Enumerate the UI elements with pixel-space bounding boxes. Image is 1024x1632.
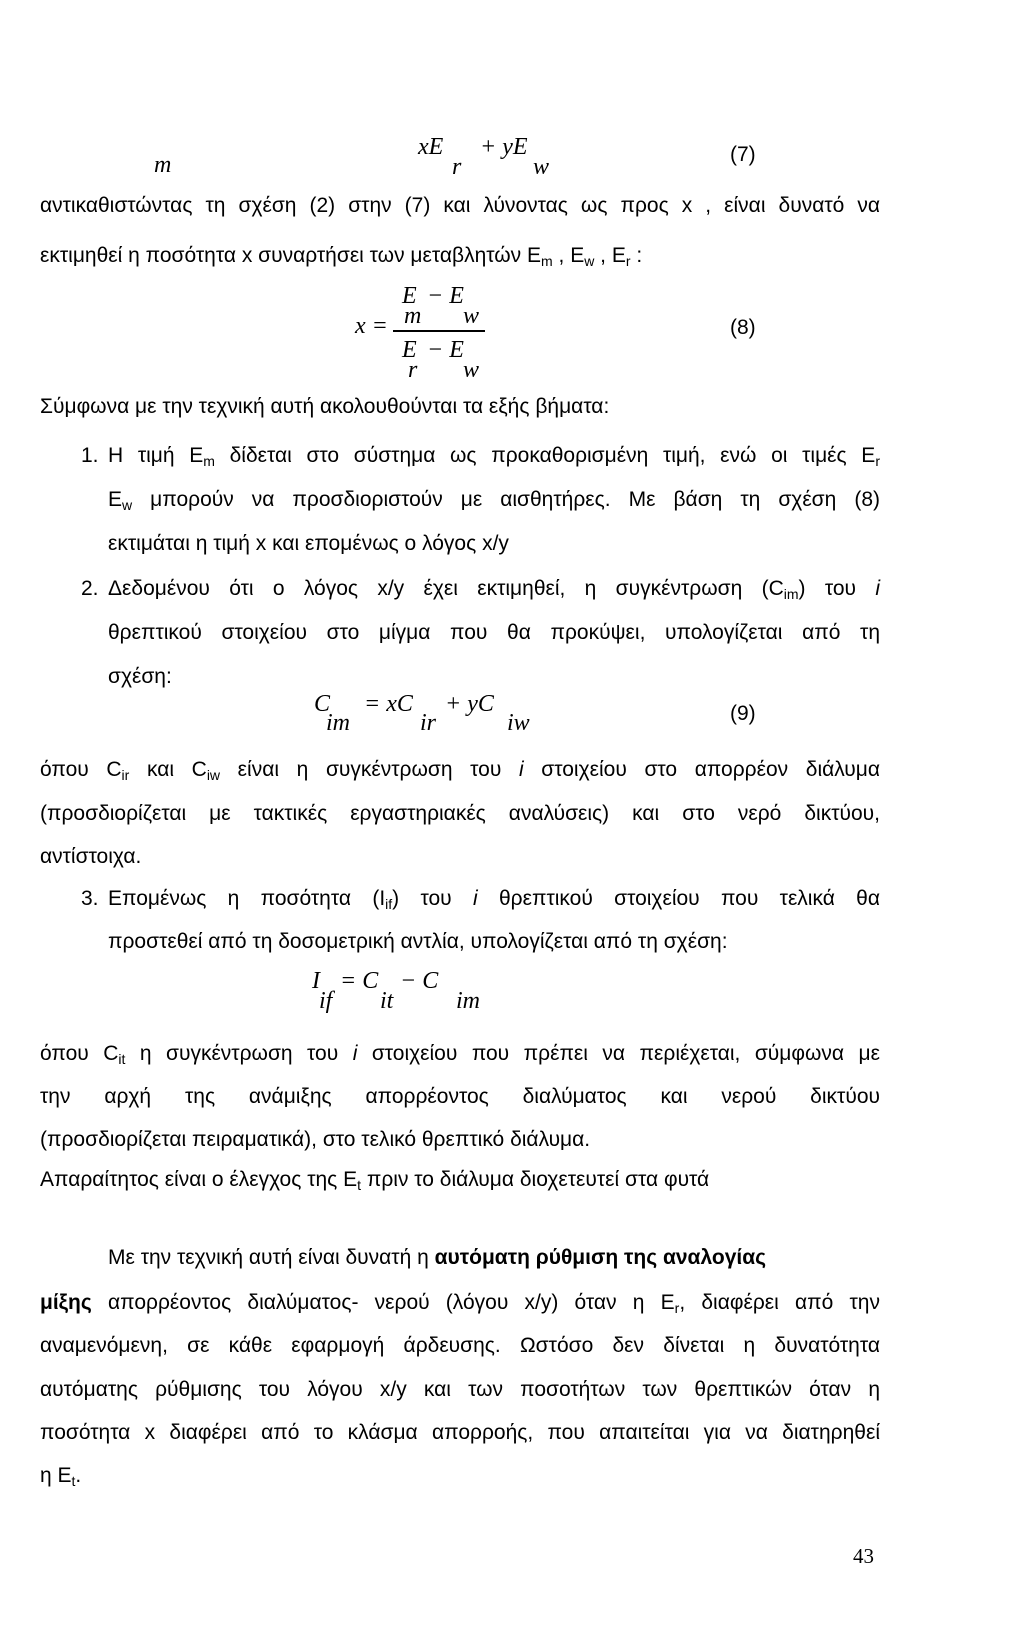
item-2-line-1: Δεδομένου ότι ο λόγος x/y έχει εκτιμηθεί, η συγκέντρωση $(C_{im})$ του i bbox=[108, 577, 880, 602]
eq8-fraction-bar bbox=[393, 330, 485, 332]
paragraph-4-line-2: την αρχή της ανάμιξης απορρέοντος διαλύματος και νερού δικτύου bbox=[40, 1085, 880, 1108]
paragraph-1-line-2: εκτιμηθεί η ποσότητα x συναρτήσει των μεταβλητών $E_m$ , $E_w$ , $E_r$ : bbox=[40, 244, 643, 269]
eq9-yC: + yC bbox=[445, 691, 494, 717]
item-1-line-1: Η τιμή $E_m$ δίδεται στο σύστημα ως προκαθορισμένη τιμή, ενώ οι τιμές $E_r$ bbox=[108, 444, 880, 469]
eq8-num-E1: E bbox=[402, 283, 417, 309]
item-1-line-2: $E_w$ μπορούν να προσδιοριστούν με αισθητήρες. Με βάση τη σχέση (8) bbox=[108, 488, 880, 513]
eq7-term-2: + yE bbox=[480, 134, 528, 160]
eq9-sub-im: im bbox=[326, 710, 350, 736]
item-1-line-3: εκτιμάται η τιμή x και επομένως ο λόγος x/y bbox=[108, 532, 509, 555]
eq8-number: (8) bbox=[730, 316, 756, 339]
eq8-num-sub-w: w bbox=[463, 303, 480, 329]
eq9-sub-ir: ir bbox=[420, 710, 437, 736]
paragraph-5: Απαραίτητος είναι ο έλεγχος της $E_t$ πριν το διάλυμα διοχετευτεί στα φυτά bbox=[40, 1168, 710, 1193]
paragraph-4-line-3: (προσδιορίζεται πειραματικά), στο τελικό θρεπτικό διάλυμα. bbox=[40, 1128, 591, 1151]
eq8-lhs: x = bbox=[355, 313, 388, 339]
eq10-sub-it: it bbox=[380, 988, 394, 1014]
eq10-C: = C bbox=[340, 968, 379, 994]
eq7-sub-w: w bbox=[533, 154, 550, 180]
paragraph-6-line-1: Με την τεχνική αυτή είναι δυνατή η αυτόματη ρύθμιση της αναλογίας bbox=[108, 1246, 767, 1269]
eq9-xC: = xC bbox=[364, 691, 413, 717]
paragraph-6-line-2: μίξης απορρέοντος διαλύματος- νερού (λόγου x/y) όταν η $E_r$, διαφέρει από την bbox=[40, 1291, 880, 1316]
eq8-den-sub-r: r bbox=[408, 357, 418, 383]
item-2-line-3: σχέση: bbox=[108, 665, 172, 688]
item-3-line-2: προστεθεί από τη δοσομετρική αντλία, υπολογίζεται από τη σχέση: bbox=[108, 930, 728, 953]
eq9-C: C bbox=[314, 691, 331, 717]
eq7-sub-r: r bbox=[452, 154, 462, 180]
item-3-number: 3. bbox=[81, 887, 99, 910]
eq8-den-sub-w: w bbox=[463, 357, 480, 383]
paragraph-3-line-1: όπου $C_{ir}$ και $C_{iw}$ είναι η συγκέντρωση του i στοιχείου στο απορρέον διάλυμα bbox=[40, 758, 881, 783]
eq8-num-minus-E: − E bbox=[427, 283, 464, 309]
paragraph-6-line-5: ποσότητα x διαφέρει από το κλάσμα απορροής, που απαιτείται για να διατηρηθεί bbox=[40, 1421, 880, 1444]
eq10-sub-if: if bbox=[319, 988, 333, 1014]
eq8-num-sub-m: m bbox=[404, 303, 422, 329]
item-2-line-2: θρεπτικού στοιχείου στο μίγμα που θα προκύψει, υπολογίζεται από τη bbox=[108, 621, 880, 644]
eq8-den-minus-E: − E bbox=[427, 337, 464, 363]
eq10-I: I bbox=[312, 968, 320, 994]
paragraph-4-line-1: όπου $C_{it}$ η συγκέντρωση του i στοιχείου που πρέπει να περιέχεται, σύμφωνα με bbox=[40, 1042, 880, 1067]
paragraph-6-line-4: αυτόματης ρύθμισης του λόγου x/y και των ποσοτήτων των θρεπτικών όταν η bbox=[40, 1378, 880, 1401]
eq9-sub-iw: iw bbox=[507, 710, 530, 736]
item-2-number: 2. bbox=[81, 577, 99, 600]
eq9-number: (9) bbox=[730, 702, 756, 725]
page-number: 43 bbox=[853, 1544, 874, 1568]
paragraph-3-line-2: (προσδιορίζεται με τακτικές εργαστηριακές αναλύσεις) και στο νερό δικτύου, bbox=[40, 802, 880, 825]
paragraph-3-line-3: αντίστοιχα. bbox=[40, 845, 142, 868]
item-1-number: 1. bbox=[81, 444, 99, 467]
eq7-term-1: xE bbox=[418, 134, 444, 160]
item-3-line-1: Επομένως η ποσότητα $(I_{if})$ του i θρεπτικού στοιχείου που τελικά θα bbox=[108, 887, 880, 912]
paragraph-6-line-3: αναμενόμενη, σε κάθε εφαρμογή άρδευσης. Ωστόσο δεν δίνεται η δυνατότητα bbox=[40, 1334, 880, 1357]
paragraph-2: Σύμφωνα με την τεχνική αυτή ακολουθούνται τα εξής βήματα: bbox=[40, 395, 610, 418]
paragraph-6-line-6: η $E_t$. bbox=[40, 1464, 82, 1489]
eq7-number: (7) bbox=[730, 143, 756, 166]
eq8-den-E1: E bbox=[402, 337, 417, 363]
eq7-lhs: m bbox=[154, 152, 172, 178]
paragraph-1-line-1: αντικαθιστώντας τη σχέση (2) στην (7) και λύνοντας ως προς x , είναι δυνατό να bbox=[40, 194, 880, 217]
eq10-sub-im: im bbox=[456, 988, 480, 1014]
eq10-minus-C: − C bbox=[400, 968, 439, 994]
